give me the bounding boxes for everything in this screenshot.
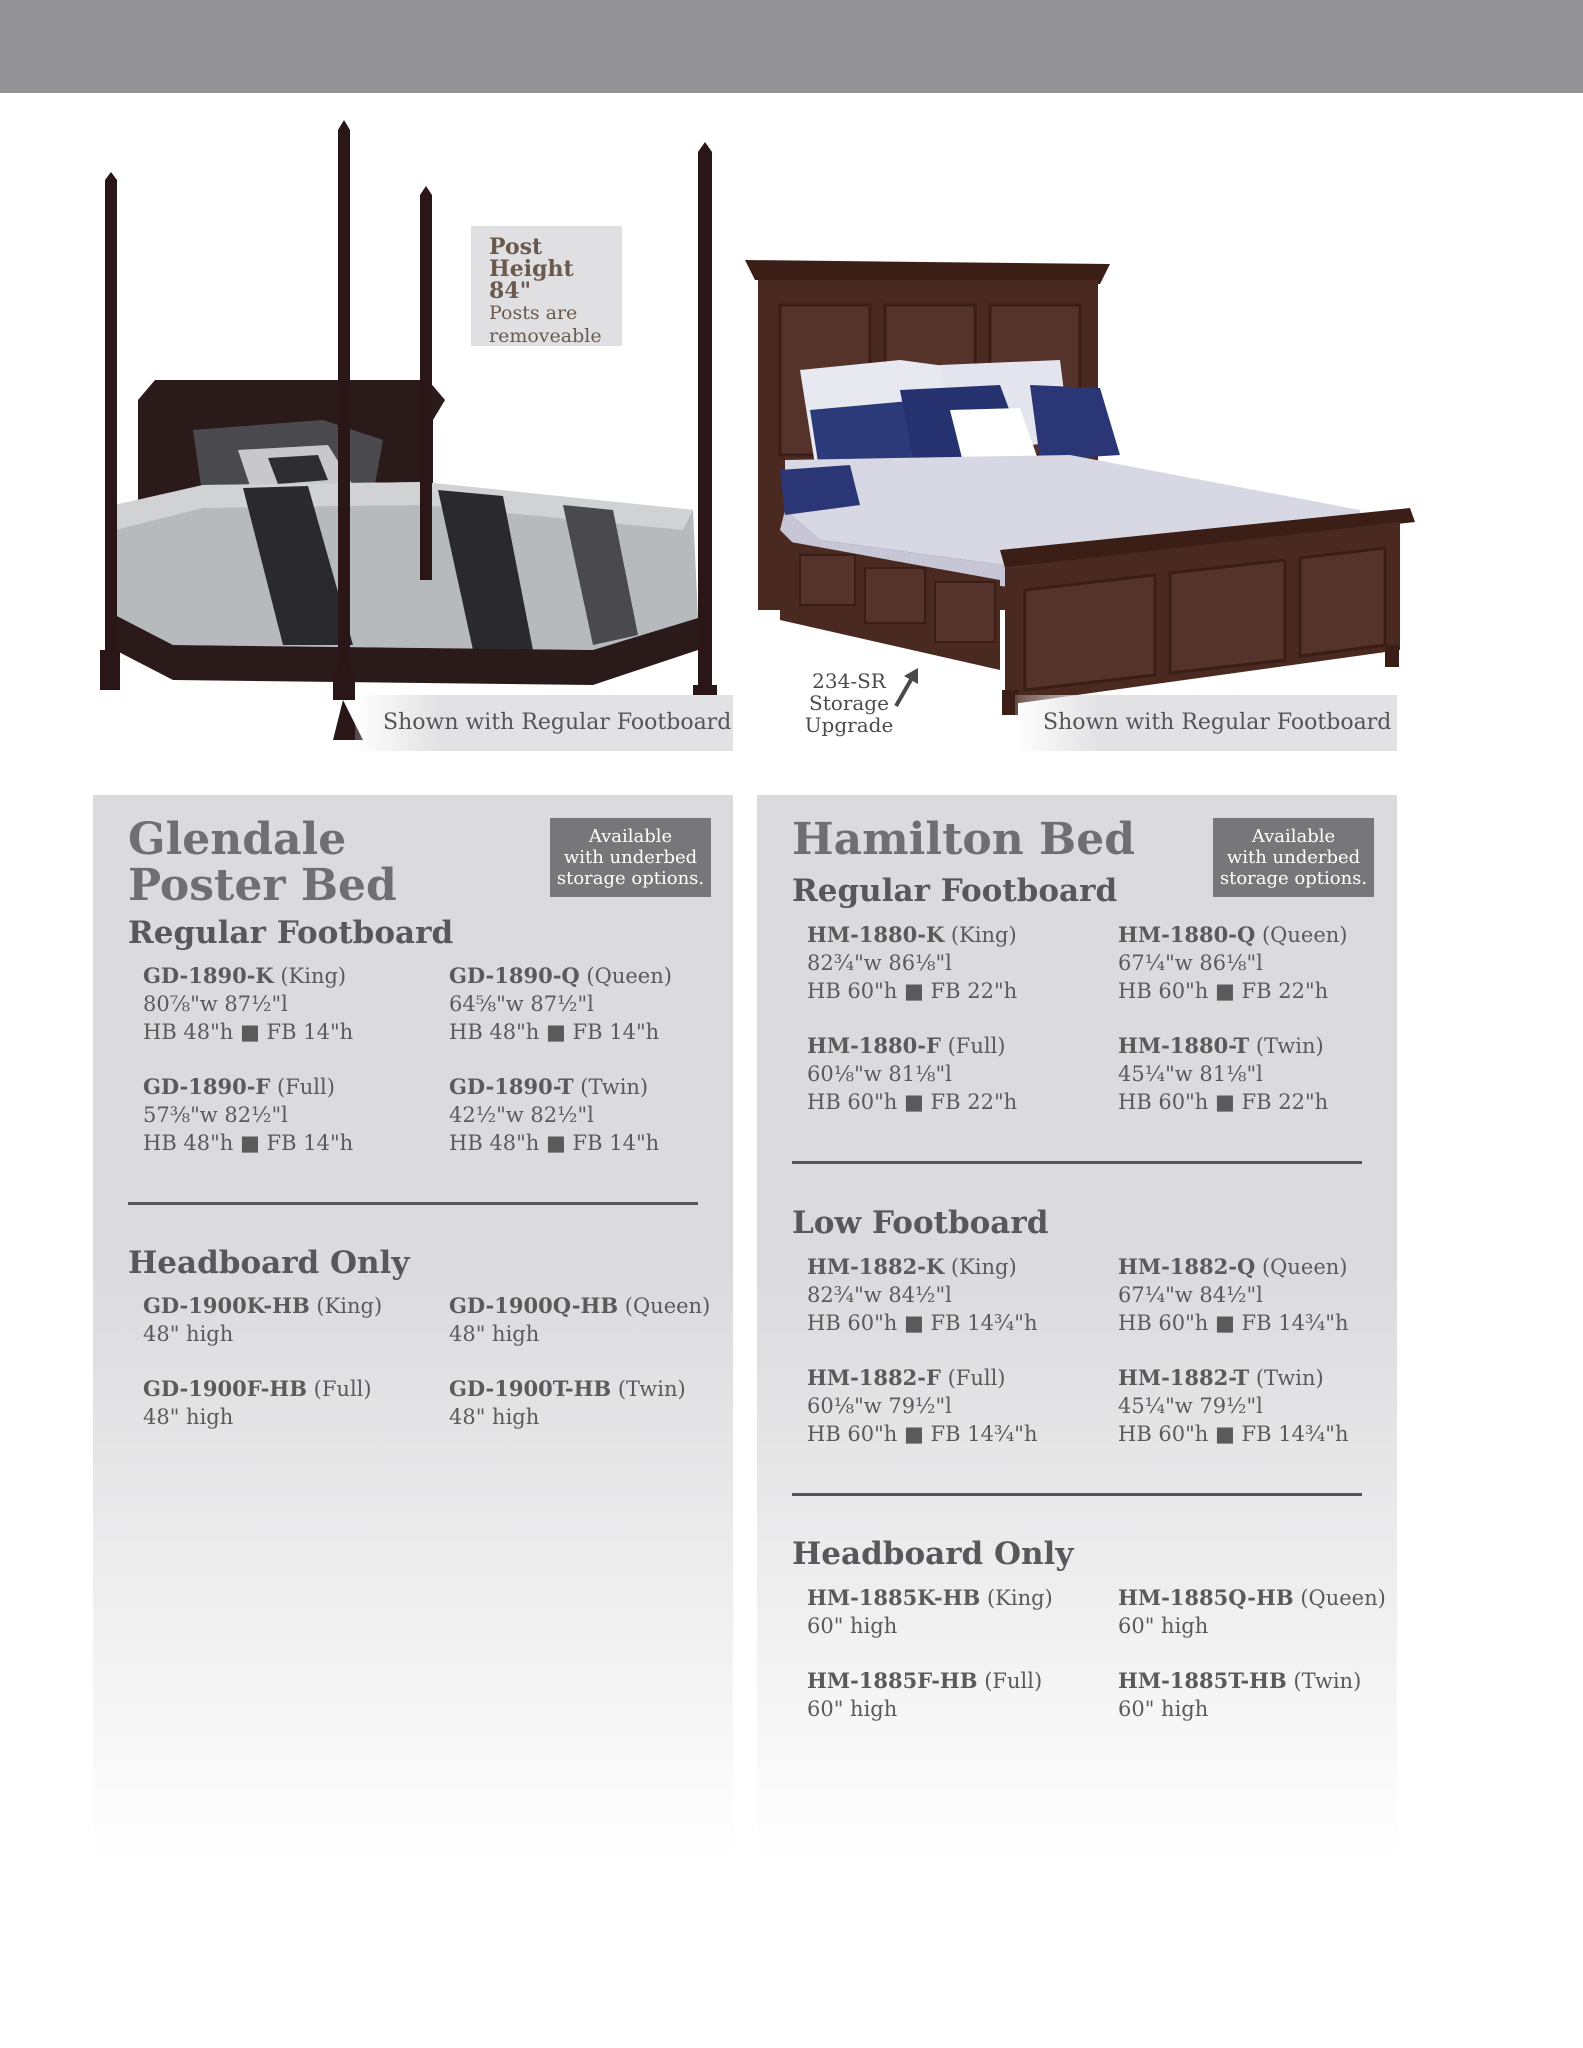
headboard-height: HB 60"h — [807, 979, 898, 1003]
model-code: HM-1880-F — [807, 1033, 941, 1058]
glendale-bed-illustration — [93, 110, 733, 752]
bed-size: (Queen) — [624, 1294, 711, 1318]
dimensions: 67¼"w 84½"l — [1118, 1283, 1263, 1307]
bed-size: (Queen) — [1300, 1586, 1386, 1610]
dimensions: 45¼"w 81⅛"l — [1118, 1062, 1263, 1086]
bed-size: (King) — [280, 964, 347, 988]
spec-entry — [143, 962, 413, 1046]
availability-line3: storage options. — [1219, 868, 1368, 889]
headboard-height: 48" high — [143, 1405, 234, 1429]
model-code: HM-1885F-HB — [807, 1668, 978, 1693]
separator-square-icon: ■ — [904, 979, 924, 1003]
bed-size: (Twin) — [1255, 1366, 1324, 1390]
dimensions: 45¼"w 79½"l — [1118, 1394, 1263, 1418]
bed-size: (Twin) — [1293, 1669, 1362, 1693]
headboard-height: HB 60"h — [1118, 979, 1209, 1003]
hamilton-spec-panel — [757, 795, 1397, 1860]
headboard-height: HB 60"h — [807, 1422, 898, 1446]
spec-entry — [807, 1667, 1077, 1723]
availability-line1: Available — [588, 826, 673, 847]
model-code: GD-1900F-HB — [143, 1376, 307, 1401]
footboard-height: FB 22"h — [1241, 979, 1329, 1003]
dimensions: 42½"w 82½"l — [449, 1103, 594, 1127]
model-code: GD-1900Q-HB — [449, 1293, 619, 1318]
hamilton-bed-photo — [740, 250, 1420, 720]
bed-size: (Queen) — [1261, 923, 1348, 947]
storage-upgrade-code: 234-SR — [812, 669, 886, 693]
bed-size: (Queen) — [586, 964, 672, 988]
hamilton-availability-badge — [1213, 818, 1374, 897]
bed-size: (Full) — [947, 1366, 1006, 1390]
bed-size: (Full) — [277, 1075, 335, 1099]
headboard-height: 60" high — [807, 1697, 898, 1721]
bed-size: (Full) — [947, 1034, 1006, 1058]
separator-square-icon: ■ — [904, 1090, 924, 1114]
spec-entry — [1118, 921, 1388, 1005]
section-divider — [128, 1202, 698, 1205]
glendale-regular-heading: Regular Footboard — [128, 915, 454, 951]
section-divider — [792, 1161, 1362, 1164]
hamilton-low-heading: Low Footboard — [792, 1205, 1049, 1241]
separator-square-icon: ■ — [1215, 979, 1235, 1003]
spec-entry — [1118, 1253, 1388, 1337]
bed-size: (King) — [950, 1255, 1017, 1279]
spec-entry — [449, 1375, 719, 1431]
spec-entry — [449, 1073, 719, 1157]
separator-square-icon: ■ — [904, 1311, 924, 1335]
footboard-height: FB 14"h — [572, 1131, 660, 1155]
spec-entry — [807, 1364, 1077, 1448]
headboard-height: 60" high — [1118, 1697, 1209, 1721]
headboard-height: 60" high — [807, 1614, 898, 1638]
bed-size: (King) — [316, 1294, 383, 1318]
dimensions: 82¾"w 84½"l — [807, 1283, 952, 1307]
footboard-height: FB 14¾"h — [1241, 1422, 1349, 1446]
bed-size: (Full) — [313, 1377, 372, 1401]
headboard-height: 48" high — [449, 1322, 540, 1346]
separator-square-icon: ■ — [1215, 1311, 1235, 1335]
spec-entry — [807, 1584, 1077, 1640]
headboard-height: 48" high — [143, 1322, 234, 1346]
hamilton-bed-illustration — [740, 250, 1420, 720]
bed-size: (King) — [986, 1586, 1053, 1610]
headboard-height: HB 48"h — [143, 1131, 234, 1155]
glendale-headboard-heading: Headboard Only — [128, 1245, 410, 1281]
hamilton-headboard-heading: Headboard Only — [792, 1536, 1074, 1572]
glendale-availability-badge — [550, 818, 711, 897]
dimensions: 80⅞"w 87½"l — [143, 992, 288, 1016]
bed-size: (Twin) — [580, 1075, 649, 1099]
bed-size: (Twin) — [1255, 1034, 1324, 1058]
spec-entry — [143, 1292, 413, 1348]
separator-square-icon: ■ — [1215, 1422, 1235, 1446]
headboard-height: HB 60"h — [807, 1090, 898, 1114]
separator-square-icon: ■ — [546, 1131, 566, 1155]
post-height-value: 84" — [489, 278, 532, 304]
separator-square-icon: ■ — [1215, 1090, 1235, 1114]
spec-entry — [1118, 1364, 1388, 1448]
model-code: HM-1882-Q — [1118, 1254, 1256, 1279]
posts-removeable-note: Posts are removeable — [489, 302, 602, 347]
spec-entry — [1118, 1584, 1388, 1640]
model-code: HM-1880-Q — [1118, 922, 1256, 947]
top-banner — [0, 0, 1583, 93]
model-code: GD-1890-T — [449, 1074, 574, 1099]
model-code: HM-1885Q-HB — [1118, 1585, 1294, 1610]
footboard-height: FB 22"h — [930, 979, 1018, 1003]
footboard-height: FB 14"h — [266, 1020, 354, 1044]
headboard-height: HB 60"h — [1118, 1311, 1209, 1335]
model-code: GD-1890-K — [143, 963, 274, 988]
headboard-height: HB 60"h — [807, 1311, 898, 1335]
footboard-height: FB 14"h — [572, 1020, 660, 1044]
spec-entry — [143, 1375, 413, 1431]
separator-square-icon: ■ — [240, 1131, 260, 1155]
model-code: HM-1882-T — [1118, 1365, 1250, 1390]
glendale-photo-caption: Shown with Regular Footboard — [355, 695, 733, 751]
headboard-height: 48" high — [449, 1405, 540, 1429]
model-code: GD-1890-F — [143, 1074, 271, 1099]
dimensions: 82¾"w 86⅛"l — [807, 951, 952, 975]
glendale-title-line2: Poster Bed — [128, 860, 397, 911]
storage-upgrade-line3: Upgrade — [804, 713, 894, 737]
glendale-bed-photo — [93, 110, 733, 752]
spec-entry — [143, 1073, 413, 1157]
headboard-height: HB 60"h — [1118, 1090, 1209, 1114]
footboard-height: FB 14¾"h — [930, 1422, 1038, 1446]
model-code: HM-1880-T — [1118, 1033, 1250, 1058]
dimensions: 64⅝"w 87½"l — [449, 992, 594, 1016]
availability-line2: with underbed — [563, 847, 698, 868]
dimensions: 67¼"w 86⅛"l — [1118, 951, 1263, 975]
spec-entry — [1118, 1032, 1388, 1116]
section-divider — [792, 1493, 1362, 1496]
headboard-height: HB 48"h — [143, 1020, 234, 1044]
separator-square-icon: ■ — [546, 1020, 566, 1044]
headboard-height: HB 48"h — [449, 1131, 540, 1155]
bed-size: (Full) — [984, 1669, 1043, 1693]
footboard-height: FB 22"h — [1241, 1090, 1329, 1114]
separator-square-icon: ■ — [240, 1020, 260, 1044]
model-code: HM-1885K-HB — [807, 1585, 981, 1610]
glendale-spec-panel — [93, 795, 733, 1860]
model-code: GD-1900T-HB — [449, 1376, 612, 1401]
model-code: GD-1890-Q — [449, 963, 580, 988]
footboard-height: FB 22"h — [930, 1090, 1018, 1114]
dimensions: 57⅜"w 82½"l — [143, 1103, 288, 1127]
spec-entry — [807, 1253, 1077, 1337]
spec-entry — [807, 1032, 1077, 1116]
model-code: HM-1885T-HB — [1118, 1668, 1287, 1693]
storage-upgrade-note — [790, 670, 908, 736]
spec-entry — [1118, 1667, 1388, 1723]
hamilton-regular-heading: Regular Footboard — [792, 873, 1118, 909]
spec-entry — [449, 1292, 719, 1348]
dimensions: 60⅛"w 79½"l — [807, 1394, 952, 1418]
headboard-height: HB 60"h — [1118, 1422, 1209, 1446]
dimensions: 60⅛"w 81⅛"l — [807, 1062, 952, 1086]
footboard-height: FB 14"h — [266, 1131, 354, 1155]
spec-entry — [449, 962, 719, 1046]
headboard-height: HB 48"h — [449, 1020, 540, 1044]
post-height-label: Post Height — [489, 234, 574, 282]
hamilton-photo-caption: Shown with Regular Footboard — [1015, 695, 1397, 751]
model-code: GD-1900K-HB — [143, 1293, 310, 1318]
glendale-title-line1: Glendale — [128, 814, 347, 865]
bed-size: (Twin) — [617, 1377, 686, 1401]
availability-line2: with underbed — [1226, 847, 1361, 868]
model-code: HM-1882-K — [807, 1254, 945, 1279]
availability-line3: storage options. — [556, 868, 705, 889]
storage-upgrade-line2: Storage — [809, 691, 889, 715]
availability-line1: Available — [1251, 826, 1336, 847]
post-height-note — [471, 226, 622, 346]
headboard-height: 60" high — [1118, 1614, 1209, 1638]
model-code: HM-1882-F — [807, 1365, 941, 1390]
bed-size: (King) — [950, 923, 1017, 947]
model-code: HM-1880-K — [807, 922, 945, 947]
footboard-height: FB 14¾"h — [1241, 1311, 1349, 1335]
separator-square-icon: ■ — [904, 1422, 924, 1446]
bed-size: (Queen) — [1261, 1255, 1348, 1279]
spec-entry — [807, 921, 1077, 1005]
footboard-height: FB 14¾"h — [930, 1311, 1038, 1335]
hamilton-title: Hamilton Bed — [792, 814, 1135, 865]
